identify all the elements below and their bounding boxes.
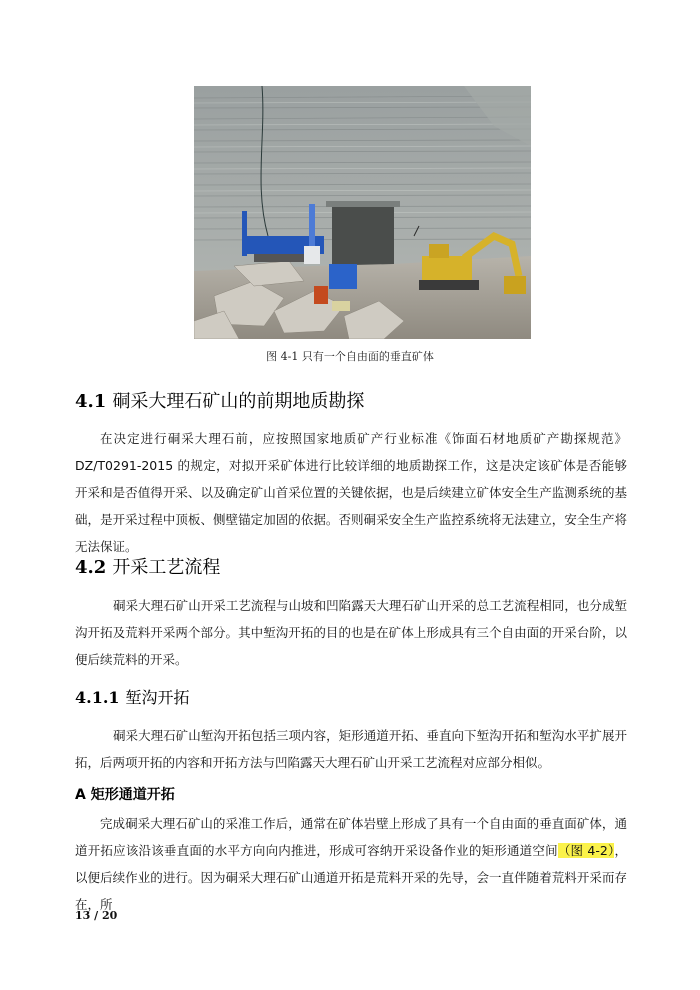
section-title: 开采工艺流程 bbox=[112, 557, 221, 578]
figure-caption: 图 4-1 只有一个自由面的垂直矿体 bbox=[266, 350, 434, 363]
quarry-photo-drawing bbox=[194, 86, 531, 339]
paragraph-a-text-1: 完成硐采大理石矿山的采准工作后，通常在矿体岩壁上形成了具有一个自由面的垂直面矿体，通道开拓应该沿该垂直面的水平方向向内推进，形成可容纳开采设备作业的矩形通道空间 bbox=[75, 816, 627, 858]
section-heading-4-1 bbox=[75, 387, 364, 413]
paragraph-4-2: 硐采大理石矿山开采工艺流程与山坡和凹陷露天大理石矿山开采的总工艺流程相同，也分成堑沟开拓及荒料开采两个部分。其中堑沟开拓的目的也是在矿体上形成具有三个自由面的开采台阶，以便后续荒料的开采。 bbox=[75, 598, 627, 667]
section-heading-4-1-1 bbox=[75, 685, 190, 708]
subsection-heading-a: A 矩形通道开拓 bbox=[75, 787, 175, 803]
paragraph-a bbox=[75, 810, 627, 918]
paragraph-a-text-2: ，以便后续作业的进行。因为硐采大理石矿山通道开拓是荒料开采的先导，会一直伴随着荒料开采而存在，所 bbox=[75, 843, 627, 912]
figure-reference-highlight: （图 4-2） bbox=[557, 843, 615, 858]
section-title: 硐采大理石矿山的前期地质勘探 bbox=[112, 391, 365, 412]
section-number: 4.1.1 bbox=[75, 688, 120, 707]
paragraph-4-1-1: 硐采大理石矿山堑沟开拓包括三项内容，矩形通道开拓、垂直向下堑沟开拓和堑沟水平扩展开拓，后两项开拓的内容和开拓方法与凹陷露天大理石矿山开采工艺流程对应部分相似。 bbox=[75, 728, 627, 770]
page-number: 13 / 20 bbox=[75, 909, 118, 922]
section-heading-4-2 bbox=[75, 553, 220, 579]
paragraph-4-1: 在决定进行硐采大理石前，应按照国家地质矿产行业标准《饰面石材地质矿产勘探规范》DZ/T0291-2015 的规定，对拟开采矿体进行比较详细的地质勘探工作，这是决定该矿体是否能够开采和是否值得开采、以及确定矿山首采位置的关键依据，也是后续建立矿体安全生产监测系统的基础，是开采过程中顶板、侧壁锚定加固的依据。否则硐采安全生产监控系统将无法建立，安全生产将无法保证。 bbox=[75, 431, 627, 554]
section-title: 堑沟开拓 bbox=[125, 688, 190, 707]
section-number: 4.1 bbox=[75, 391, 107, 412]
section-number: 4.2 bbox=[75, 557, 107, 578]
quarry-photo bbox=[194, 86, 531, 339]
